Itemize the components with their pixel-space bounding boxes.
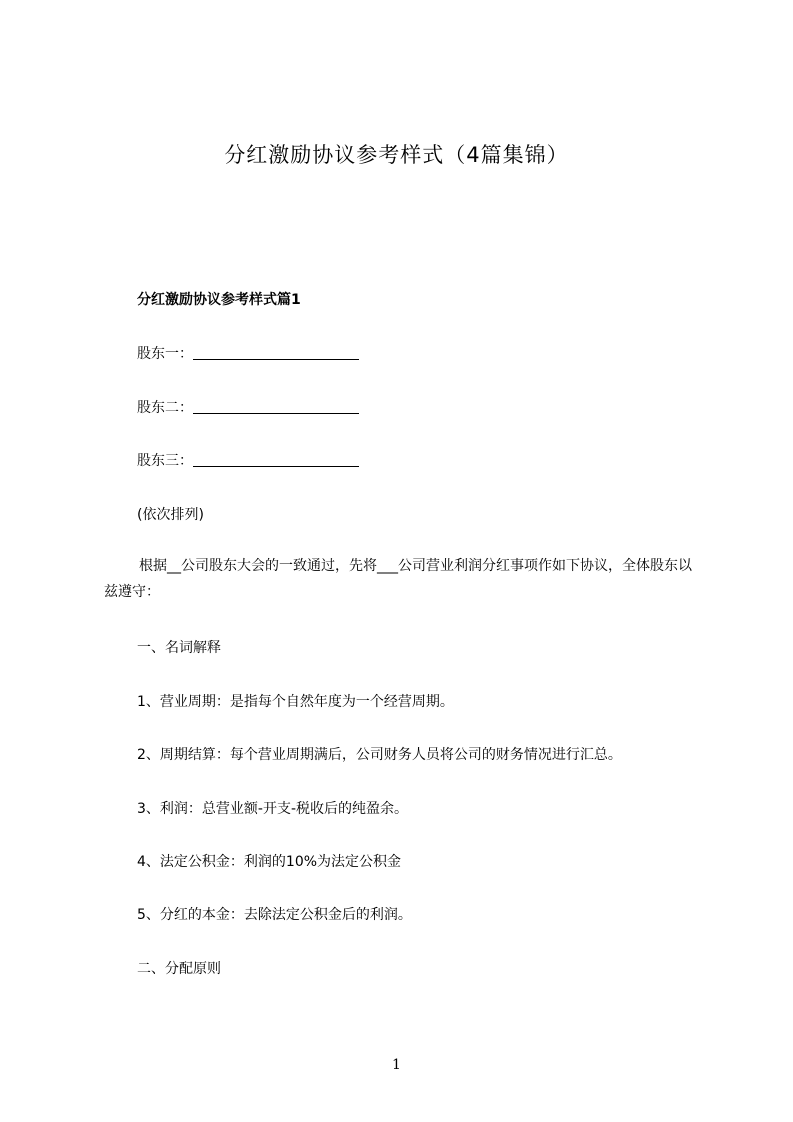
order-note: (依次排列) bbox=[137, 507, 204, 523]
shareholder-1-blank bbox=[193, 345, 359, 360]
heading-distribution: 二、分配原则 bbox=[137, 961, 221, 977]
definition-item-2: 2、周期结算：每个营业周期满后，公司财务人员将公司的财务情况进行汇总。 bbox=[137, 747, 622, 763]
definition-item-1: 1、营业周期：是指每个自然年度为一个经营周期。 bbox=[137, 694, 454, 710]
definition-item-4: 4、法定公积金：利润的10%为法定公积金 bbox=[137, 854, 402, 870]
heading-definitions: 一、名词解释 bbox=[137, 640, 221, 656]
page-number: 1 bbox=[392, 1057, 401, 1073]
shareholder-3-line bbox=[137, 451, 359, 471]
intro-paragraph: 根据__公司股东大会的一致通过，先将___公司营业利润分红事项作如下协议，全体股东以兹遵守： bbox=[104, 558, 692, 600]
shareholder-3-label: 股东三： bbox=[137, 453, 193, 469]
shareholder-2-line bbox=[137, 398, 359, 418]
shareholder-2-label: 股东二： bbox=[137, 400, 193, 416]
definition-item-5: 5、分红的本金：去除法定公积金后的利润。 bbox=[137, 907, 412, 923]
shareholder-2-blank bbox=[193, 399, 359, 414]
definition-item-3: 3、利润：总营业额-开支-税收后的纯盈余。 bbox=[137, 801, 409, 817]
shareholder-1-label: 股东一： bbox=[137, 346, 193, 362]
shareholder-3-blank bbox=[193, 452, 359, 467]
section-title: 分红激励协议参考样式篇1 bbox=[137, 292, 301, 308]
document-title: 分红激励协议参考样式（4篇集锦） bbox=[224, 143, 569, 167]
shareholder-1-line bbox=[137, 344, 359, 364]
